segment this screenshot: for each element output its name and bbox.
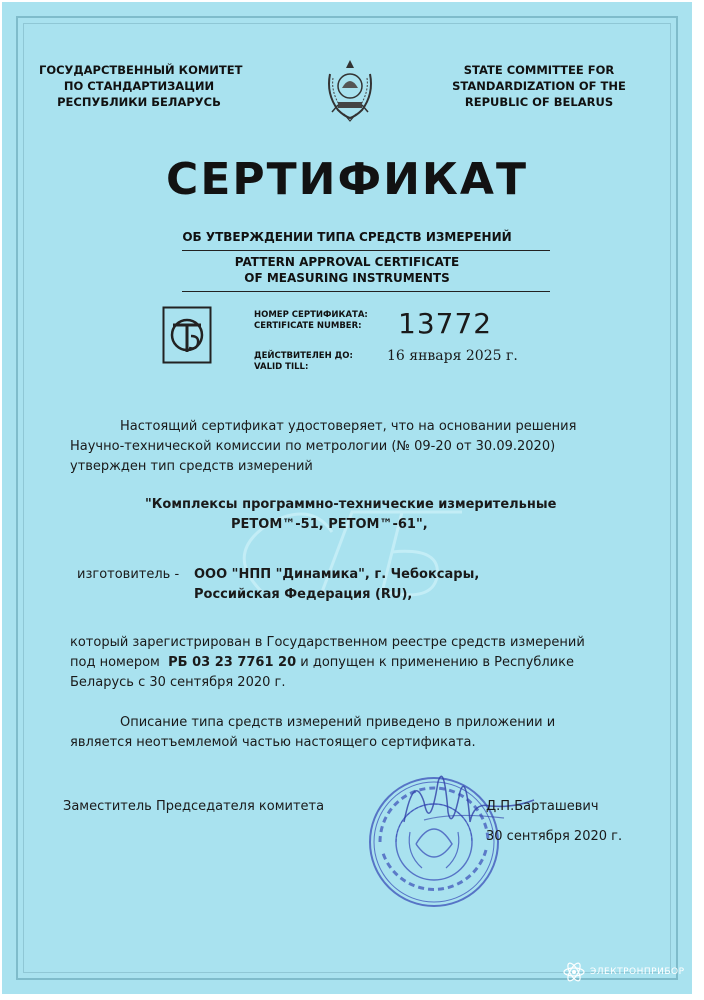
certificate-number: 13772	[398, 307, 493, 340]
registry-text: который зарегистрирован в Государственном реестре средств измерений	[70, 635, 585, 650]
issuer-name-ru	[39, 62, 243, 110]
certificate-sheet	[2, 2, 692, 994]
signature-date: 30 сентября 2020 г.	[486, 829, 623, 844]
description-line: Описание типа средств измерений приведено в приложении и	[120, 715, 556, 730]
subtitle-ru: ОБ УТВЕРЖДЕНИИ ТИПА СРЕДСТВ ИЗМЕРЕНИЙ	[182, 230, 512, 244]
valid-label-en: VALID TILL:	[254, 362, 309, 372]
registry-pre: под номером	[70, 655, 160, 670]
subtitle-en-line: PATTERN APPROVAL CERTIFICATE	[234, 255, 460, 269]
issuer-name-en	[439, 62, 639, 110]
divider-line	[182, 250, 550, 251]
product-name: РЕТОМ™-51, РЕТОМ™-61",	[231, 517, 428, 532]
issuer-line: ГОСУДАРСТВЕННЫЙ КОМИТЕТ	[39, 63, 243, 77]
signatory-name: Д.П.Барташевич	[486, 799, 599, 814]
number-label-en: CERTIFICATE NUMBER:	[254, 321, 362, 331]
valid-label-ru: ДЕЙСТВИТЕЛЕН ДО:	[254, 351, 353, 361]
number-label-ru: НОМЕР СЕРТИФИКАТА:	[254, 310, 368, 320]
valid-till-label	[254, 351, 353, 373]
registry-number: РБ 03 23 7761 20	[168, 655, 297, 670]
issuer-line: STANDARDIZATION OF THE	[452, 79, 626, 93]
coat-of-arms-icon	[324, 58, 376, 124]
footer-brand	[562, 960, 685, 984]
standardization-logo-icon	[162, 306, 212, 364]
manufacturer-country: Российская Федерация (RU),	[194, 587, 413, 602]
manufacturer-label: изготовитель -	[77, 567, 180, 582]
valid-till-date: 16 января 2025 г.	[387, 348, 518, 364]
intro-line: утвержден тип средств измерений	[70, 459, 313, 474]
intro-line: Настоящий сертификат удостоверяет, что на основании решения	[120, 419, 577, 434]
divider-line	[182, 291, 550, 292]
issuer-line: ПО СТАНДАРТИЗАЦИИ	[63, 79, 215, 93]
certificate-number-label	[254, 310, 368, 332]
registry-text	[70, 653, 574, 673]
intro-line: Научно-технической комиссии по метрологии (№ 09-20 от 30.09.2020)	[70, 439, 556, 454]
signatory-position: Заместитель Председателя комитета	[63, 799, 325, 814]
registry-post: и допущен к применению в Республике	[300, 655, 574, 670]
issuer-line: REPUBLIC OF BELARUS	[464, 95, 614, 109]
registry-text: Беларусь с 30 сентября 2020 г.	[70, 675, 286, 690]
footer-brand-name: ЭЛЕКТРОНПРИБОР	[590, 967, 685, 977]
document-title: СЕРТИФИКАТ	[166, 154, 528, 205]
subtitle-en	[2, 254, 692, 286]
atom-icon	[562, 960, 586, 984]
issuer-line: РЕСПУБЛИКИ БЕЛАРУСЬ	[57, 95, 221, 109]
subtitle-en-line: OF MEASURING INSTRUMENTS	[244, 271, 450, 285]
description-line: является неотъемлемой частью настоящего сертификата.	[70, 735, 476, 750]
issuer-line: STATE COMMITTEE FOR	[463, 63, 615, 77]
manufacturer-name: ООО "НПП "Динамика", г. Чебоксары,	[194, 567, 480, 582]
product-name: "Комплексы программно-технические измерительные	[145, 497, 557, 512]
